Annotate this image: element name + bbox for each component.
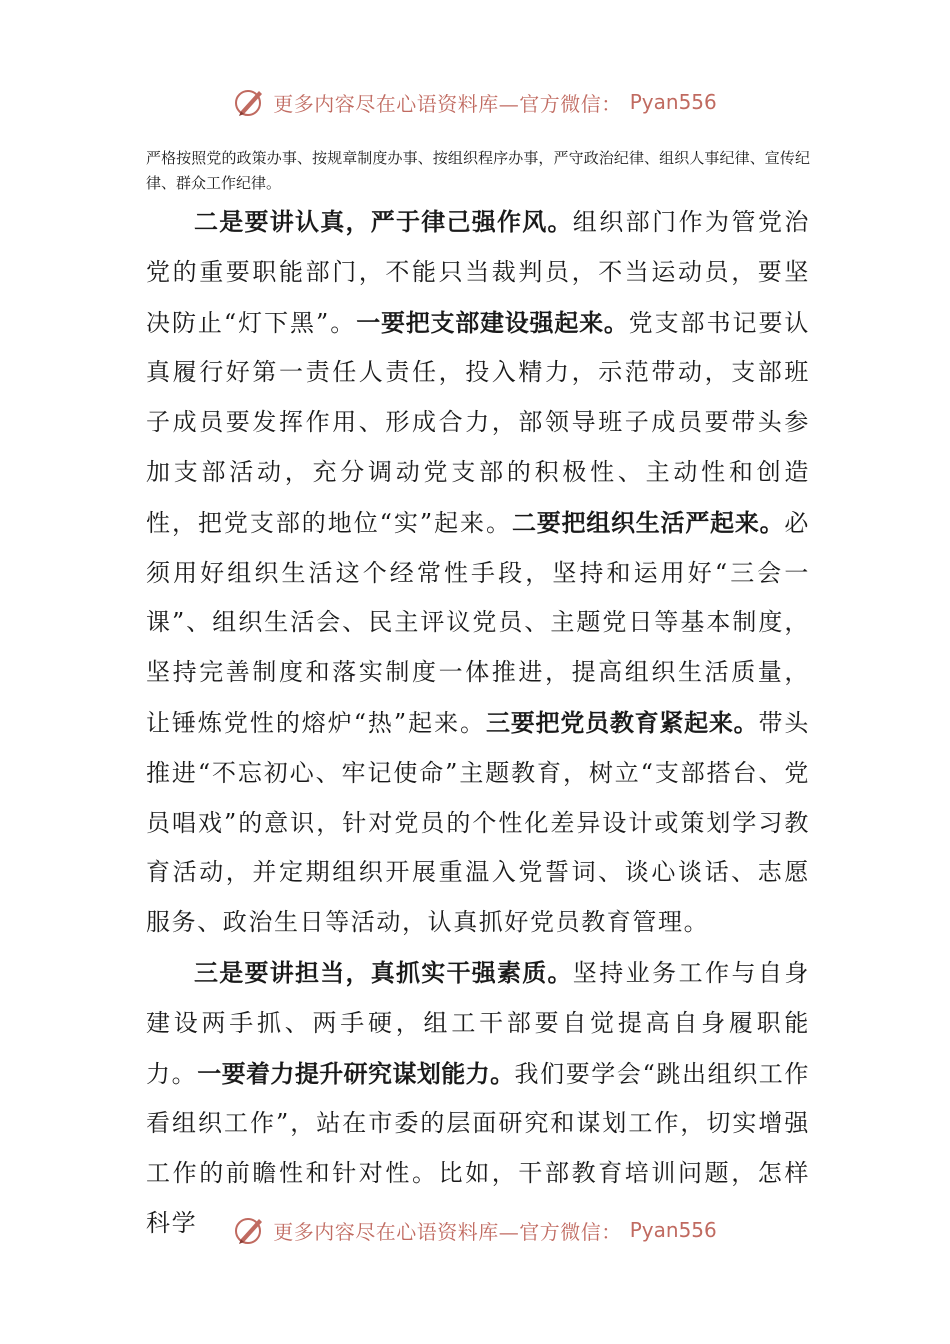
- pen-logo-icon: [233, 85, 267, 119]
- bold-heading: 二是要讲认真，严于律己强作风。: [194, 207, 573, 236]
- document-body: [146, 197, 810, 1249]
- banner-text: 更多内容尽在心语资料库—官方微信：: [273, 91, 622, 116]
- intro-text: 严格按照党的政策办事、按规章制度办事、按组织程序办事，严守政治纪律、组织人事纪律、宣传纪律、群众工作纪律。: [146, 149, 810, 192]
- text-run: 必须用好组织生活这个经常性手段，坚持和运用好“三会一课”、组织生活会、民主评议党员、主题党日等基本制度，坚持完善制度和落实制度一体推进，提高组织生活质量，让锤炼党性的熔炉“热”起来。: [146, 508, 810, 737]
- bold-heading: 一要着力提升研究谋划能力。: [197, 1058, 515, 1088]
- banner-wechat-id: Pyan556: [629, 1218, 717, 1242]
- text-run: 我们要学会“跳出组织工作看组织工作”，站在市委的层面研究和谋划工作，切实增强工作的前瞻性和针对性。比如，干部教育培训问题，怎样科学: [146, 1059, 811, 1237]
- banner-wechat-id: Pyan556: [629, 90, 717, 114]
- paragraph: [146, 197, 810, 948]
- bold-heading: 一要把支部建设强起来。: [356, 307, 629, 337]
- bold-heading: 三要把党员教育紧起来。: [486, 707, 759, 737]
- bold-heading: 三是要讲担当，真抓实干强素质。: [194, 957, 573, 987]
- pen-logo-icon: [233, 1213, 267, 1247]
- footer-banner: [0, 1210, 950, 1250]
- banner-text: 更多内容尽在心语资料库—官方微信：: [273, 1219, 622, 1244]
- text-run: 党支部书记要认真履行好第一责任人责任，投入精力，示范带动，支部班子成员要发挥作用、形成合力，部领导班子成员要带头参加支部活动，充分调动党支部的积极性、主动性和创造性，把党支部的地位“实”起来。: [146, 308, 811, 537]
- text-run: 坚持业务工作与自身建设两手抓、两手硬，组工干部要自觉提高自身履职能力。: [146, 958, 810, 1088]
- header-banner: [0, 82, 950, 122]
- text-run: 带头推进“不忘初心、牢记使命”主题教育，树立“支部搭台、党员唱戏”的意识，针对党员的个性化差异设计或策划学习教育活动，并定期组织开展重温入党誓词、谈心谈话、志愿服务、政治生日等活动，认真抓好党员教育管理。: [146, 708, 811, 937]
- paragraph: [146, 948, 810, 1249]
- text-run: 组织部门作为管党治党的重要职能部门，不能只当裁判员，不当运动员，要坚决防止“灯下黑”。: [146, 208, 810, 337]
- bold-heading: 二要把组织生活严起来。: [511, 507, 785, 537]
